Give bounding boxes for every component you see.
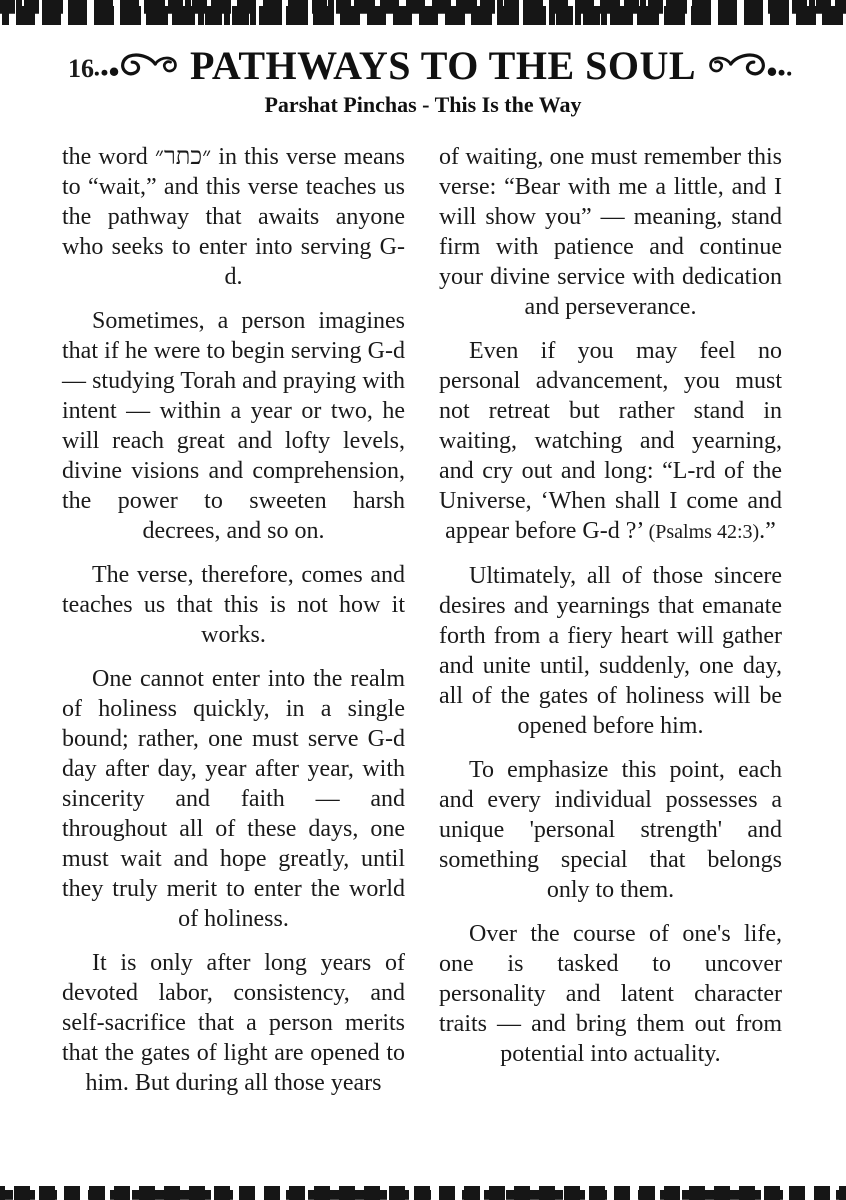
page-title: PATHWAYS TO THE SOUL [189, 43, 697, 88]
paragraph-text: Over the course of one's life, one is tasked to uncover personality and latent character traits — and bring them out from potential into actuality. [439, 921, 782, 1067]
paragraph-text: Sometimes, a person imagines that if he were to begin serving G-d — studying Torah and praying with intent — within a year or two, he will reach great and lofty levels, divine visions and comprehension, the power to sweeten harsh decrees, and so on. [62, 308, 405, 544]
ornamental-border-bottom [0, 1186, 846, 1200]
title-row [40, 43, 846, 88]
paragraph [62, 948, 405, 1098]
paragraph [439, 561, 782, 741]
paragraph [439, 142, 782, 322]
paragraph-text: One cannot enter into the realm of holiness quickly, in a single bound; rather, one must serve G-d day after day, year after year, with sincerity and faith — and throughout all of these days, one must wait and hope greatly, until they truly merit to enter the world of holiness. [62, 666, 405, 932]
left-column [62, 142, 405, 1112]
two-column-text [62, 142, 782, 1112]
page-number: 16 [68, 54, 94, 83]
paragraph-text: To emphasize this point, each and every individual possesses a unique 'personal strength' and something special that belongs only to them. [439, 757, 782, 903]
right-column [439, 142, 782, 1112]
paragraph [62, 142, 405, 292]
paragraph-text: Ultimately, all of those sincere desires and yearnings that emanate forth from a fiery heart will gather and unite until, suddenly, one day, all of the gates of holiness will be opened before him. [439, 563, 782, 739]
paragraph-text: It is only after long years of devoted labor, consistency, and self-sacrifice that a person merits that the gates of light are opened to him. But during all those years [62, 950, 405, 1096]
paragraph [62, 664, 405, 934]
paragraph [439, 755, 782, 905]
paragraph-text: of waiting, one must remember this verse: “Bear with me a little, and I will show you” — meaning, stand firm with patience and continue your divine service with dedication and perseverance. [439, 144, 782, 320]
paragraph [62, 306, 405, 546]
paragraph [439, 919, 782, 1069]
page-header [0, 0, 846, 117]
paragraph-text: Even if you may feel no personal advancement, you must not retreat but rather stand in waiting, watching and yearning, and cry out and long: “L-rd of the Universe, ‘When shall I come and appear before G-d ?’ [439, 338, 782, 544]
paragraph-text: .” [759, 518, 776, 544]
swirl-flourish-left-icon [92, 50, 184, 82]
paragraph [62, 560, 405, 650]
paragraph-text: the word ״כתר״ in this verse means to “wait,” and this verse teaches us the pathway that awaits anyone who seeks to enter into serving G-d. [62, 144, 405, 290]
page-subtitle: Parshat Pinchas - This Is the Way [264, 92, 582, 117]
citation-text: (Psalms 42:3) [648, 521, 760, 543]
paragraph [439, 336, 782, 547]
swirl-flourish-right-icon [702, 50, 794, 82]
paragraph-text: The verse, therefore, comes and teaches us that this is not how it works. [62, 562, 405, 648]
